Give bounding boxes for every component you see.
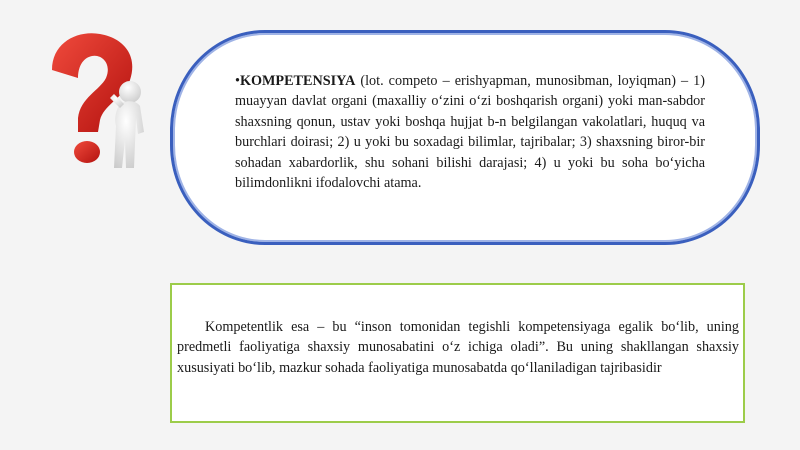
definition-text	[235, 71, 705, 193]
bullet: •	[235, 73, 240, 89]
definition-term: KOMPETENSIYA	[239, 73, 356, 89]
definition-body: (lot. competo – erishyapman, munosibman, loyiqman) – 1) muayyan davlat organi (maxalliy o‘zini o‘zi boshqarish organi) yoki man-sabdor shaxsning qonun, ustav yoki boshqa hujjat b-n belgilangan vakolatlari, huquq va burchlari doirasi; 2) u yoki bu soxadagi bilimlar, tajribalar; 3) shaxsning biror-bir sohadan xabardorlik, shu sohani bilishi darajasi; 4) u yoki bu soha bo‘yicha bilimdonlikni ifodalovchi atama.	[235, 73, 705, 192]
note-text: Kompetentlik esa – bu “inson tomonidan tegishli kompetensiyaga egalik bo‘lib, uning predmetli faoliyatiga shaxsiy munosabatini o‘z ichiga oladi”. Bu uning shakllangan shaxsiy xususiyati bo‘lib, mazkur sohada faoliyatiga munosabatda qo‘llaniladigan tajribasidir	[177, 319, 739, 376]
question-mark-figure-icon	[30, 28, 165, 178]
